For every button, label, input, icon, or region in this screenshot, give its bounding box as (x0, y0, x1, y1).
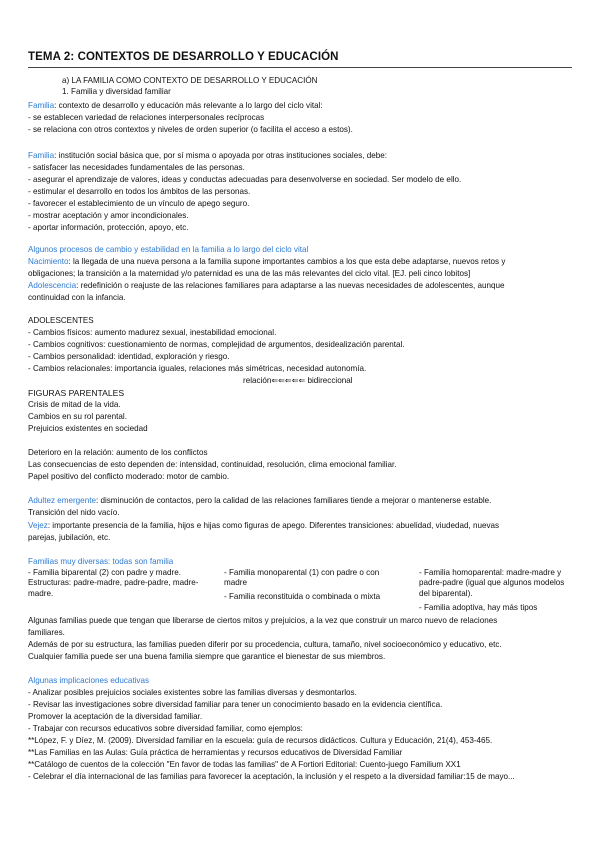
list-item: - Analizar posibles prejuicios sociales existentes sobre las familias diversas y desmontarlos. (28, 688, 357, 697)
term-vejez: Vejez (28, 521, 48, 530)
list-item: Crisis de mitad de la vida. (28, 400, 121, 409)
section-heading-a: a) LA FAMILIA COMO CONTEXTO DE DESARROLLO Y EDUCACIÓN (62, 76, 318, 85)
term-adultez-emergente: Adultez emergente (28, 496, 96, 505)
nacimiento-line-1 (28, 257, 505, 267)
definition-text: : institución social básica que, por sí misma o apoyada por otras instituciones sociales, debe: (54, 151, 388, 160)
family-type-col-2b: - Familia reconstituida o combinada o mixta (224, 592, 381, 601)
list-item: Cambios en su rol parental. (28, 412, 127, 421)
deterioro-line: Las consecuencias de esto dependen de: intensidad, continuidad, resolución, clima emocional familiar. (28, 460, 397, 469)
figuras-heading: FIGURAS PARENTALES (28, 388, 125, 398)
familia-definition-1 (28, 101, 323, 111)
adolescentes-heading: ADOLESCENTES (28, 316, 94, 325)
family-type-col-1: - Familia biparental (2) con padre y madre. Estructuras: padre-madre, padre-padre, madre-madre. (28, 568, 199, 598)
term-nacimiento: Nacimiento (28, 257, 69, 266)
deterioro-line: Deterioro en la relación: aumento de los conflictos (28, 448, 208, 457)
paragraph-text: : redefinición o reajuste de las relaciones familiares para adaptarse a las nuevas necesidades de adolescentes, aunque (76, 281, 505, 290)
paragraph-text: : disminución de contactos, pero la calidad de las relaciones familiares tiende a mejorar o mantenerse estable. (95, 496, 492, 505)
term-familia: Familia (28, 101, 55, 110)
diversas-heading: Familias muy diversas: todas son familia (28, 557, 174, 566)
family-type-col-2a: - Familia monoparental (1) con padre o con madre (224, 568, 380, 588)
paragraph-line: Algunas familias puede que tengan que liberarse de ciertos mitos y prejuicios, a la vez que construir un marco nuevo de relaciones (28, 616, 498, 625)
list-item: - aportar información, protección, apoyo, etc. (28, 223, 189, 232)
list-item: - Trabajar con recursos educativos sobre diversidad familiar, como ejemplos: (28, 724, 303, 733)
vejez-line-1 (28, 521, 499, 531)
nacimiento-line-2: obligaciones; la transición a la maternidad y/o paternidad es una de las más relevantes del ciclo vital. [EJ. peli cinco lobitos] (28, 269, 471, 278)
family-type-col-3a: - Familia homoparental: madre-madre y padre-padre (igual que algunos modelos del biparental). (419, 568, 565, 598)
list-item: - Cambios personalidad: identidad, exploración y riesgo. (28, 352, 230, 361)
title-rule (28, 67, 572, 68)
subsection-heading-1: 1. Familia y diversidad familiar (62, 87, 171, 96)
paragraph-line: Cualquier familia puede ser una buena familia siempre que garantice el bienestar de sus miembros. (28, 652, 386, 661)
list-item: - Celebrar el día internacional de las familias para favorecer la aceptación, la inclusión y el respeto a la diversidad familiar:15 de mayo... (28, 772, 515, 781)
vejez-line-2: parejas, jubilación, etc. (28, 533, 111, 542)
term-familia: Familia (28, 151, 55, 160)
reference-item: **Las Familias en las Aulas: Guía práctica de herramientas y recursos educativos de Diversidad Familiar (28, 748, 403, 757)
familia-definition-2 (28, 151, 387, 161)
list-item: - Cambios relacionales: importancia iguales, relaciones más simétricas, necesidad autonomía. (28, 364, 367, 373)
family-type-col-3b: - Familia adoptiva, hay más tipos (419, 603, 538, 612)
implicaciones-heading: Algunas implicaciones educativas (28, 676, 150, 685)
adultez-line-1 (28, 496, 491, 506)
list-item: - estimular el desarrollo en todos los ámbitos de las personas. (28, 187, 251, 196)
relacion-bidireccional: relación⇐⇐⇐⇐⇐ bidireccional (243, 376, 353, 385)
adolescencia-line-2: continuidad con la infancia. (28, 293, 126, 302)
list-item: - favorecer el establecimiento de un vínculo de apego seguro. (28, 199, 250, 208)
list-item: - Cambios físicos: aumento madurez sexual, inestabilidad emocional. (28, 328, 277, 337)
paragraph-text: : la llegada de una nueva persona a la familia supone importantes cambios a los que esta debe adaptarse, nuevos retos y (68, 257, 506, 266)
list-item: - Revisar las investigaciones sobre diversidad familiar para tener un conocimiento basado en la evidencia científica. (28, 700, 443, 709)
list-item: - mostrar aceptación y amor incondicionales. (28, 211, 189, 220)
list-item: Promover la aceptación de la diversidad familiar. (28, 712, 203, 721)
paragraph-text: : importante presencia de la familia, hijos e hijas como figuras de apego. Diferentes transiciones: abuelidad, viudedad, nuevas (47, 521, 500, 530)
adolescencia-line-1 (28, 281, 505, 291)
reference-item: **Catálogo de cuentos de la colección "En favor de todas las familias" de A Fortiori Editorial: Cuento-juego Familium XX1 (28, 760, 461, 769)
list-item: - se relaciona con otros contextos y niveles de orden superior (o facilita el acceso a estos). (28, 125, 353, 134)
reference-item: **López, F. y Díez, M. (2009). Diversidad familiar en la escuela: guía de recursos didácticos. Cultura y Educación, 21(4), 453-465. (28, 736, 493, 745)
deterioro-line: Papel positivo del conflicto moderado: motor de cambio. (28, 472, 230, 481)
list-item: - asegurar el aprendizaje de valores, ideas y conductas adecuadas para desenvolverse en sociedad. Ser modelo de ello. (28, 175, 462, 184)
procesos-heading: Algunos procesos de cambio y estabilidad en la familia a lo largo del ciclo vital (28, 245, 309, 254)
list-item: Prejuicios existentes en sociedad (28, 424, 148, 433)
list-item: - Cambios cognitivos: cuestionamiento de normas, complejidad de argumentos, desidealización parental. (28, 340, 405, 349)
term-adolescencia: Adolescencia (28, 281, 77, 290)
list-item: - se establecen variedad de relaciones interpersonales recíprocas (28, 113, 265, 122)
adultez-line-2: Transición del nido vacío. (28, 508, 120, 517)
paragraph-line: familiares. (28, 628, 65, 637)
page-title: TEMA 2: CONTEXTOS DE DESARROLLO Y EDUCACIÓN (28, 51, 339, 63)
definition-text: : contexto de desarrollo y educación más relevante a lo largo del ciclo vital: (54, 101, 323, 110)
paragraph-line: Además de por su estructura, las familias pueden diferir por su procedencia, cultura, tamaño, nivel socioeconómico y educativo, etc. (28, 640, 502, 649)
list-item: - satisfacer las necesidades fundamentales de las personas. (28, 163, 245, 172)
